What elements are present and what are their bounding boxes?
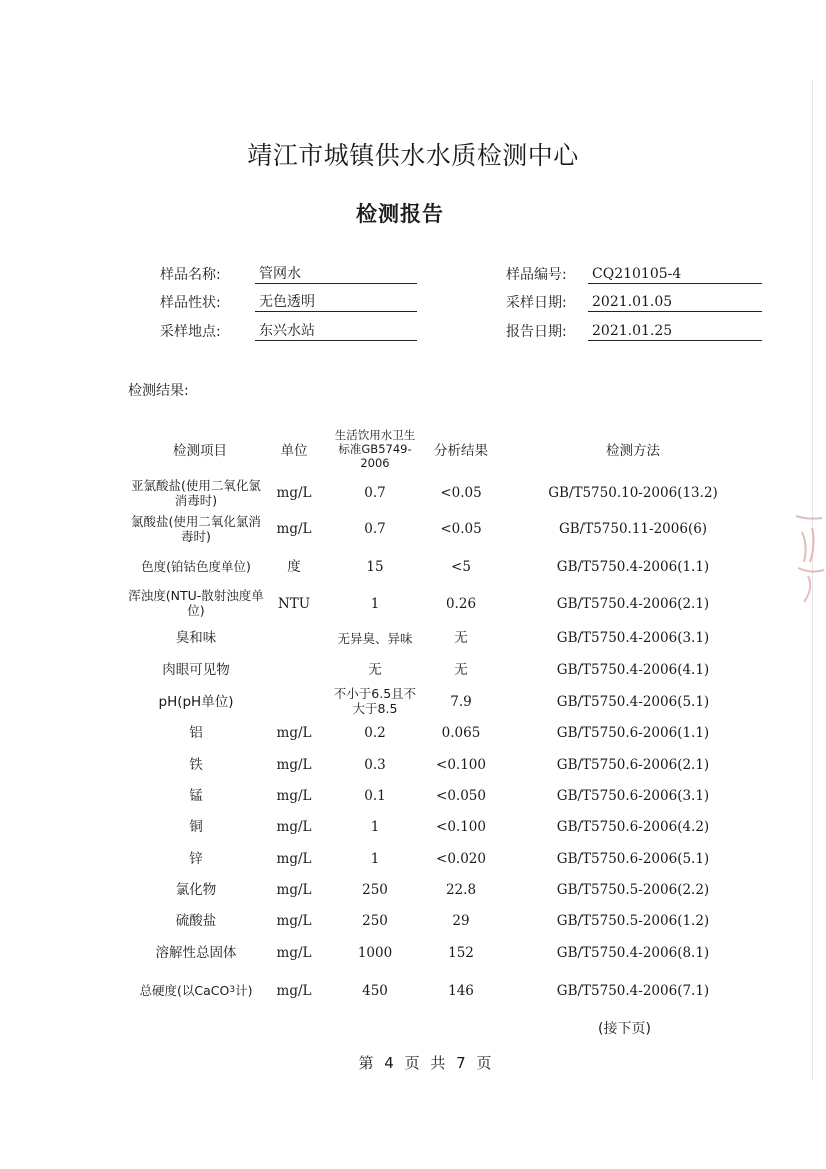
row-12-result: <0.020: [436, 851, 486, 867]
row-3-result: <5: [451, 559, 471, 575]
row-15-item: 溶解性总固体: [155, 945, 237, 961]
org-title: 靖江市城镇供水水质检测中心: [247, 141, 579, 170]
row-15-method: GB/T5750.4-2006(8.1): [556, 945, 710, 961]
row-10-standard: 0.1: [364, 788, 386, 804]
row-5-unit: [270, 627, 318, 649]
sample-id-label: 样品编号:: [506, 267, 567, 283]
continued-label: (接下页): [598, 1021, 651, 1037]
row-9-result: <0.100: [436, 757, 486, 773]
row-9-method: GB/T5750.6-2006(2.1): [556, 757, 710, 773]
row-8-item: 铝: [189, 725, 203, 741]
sampling-site-value: 东兴水站: [255, 321, 417, 341]
row-15-standard: 1000: [357, 945, 393, 961]
row-14-item: 硫酸盐: [175, 913, 217, 929]
row-10-method: GB/T5750.6-2006(3.1): [556, 788, 710, 804]
row-11-method: GB/T5750.6-2006(4.2): [556, 819, 710, 835]
row-9-unit: mg/L: [276, 757, 312, 773]
row-8-method: GB/T5750.6-2006(1.1): [556, 725, 710, 741]
row-16-result: 146: [448, 983, 474, 999]
row-7-result: 7.9: [450, 694, 472, 710]
row-8-unit: mg/L: [276, 725, 312, 741]
row-1-standard: 0.7: [364, 485, 386, 501]
row-3-method: GB/T5750.4-2006(1.1): [556, 559, 710, 575]
row-4-result: 0.26: [445, 596, 477, 612]
row-7-standard: 不小于6.5且不大于8.5: [333, 686, 417, 716]
row-13-result: 22.8: [445, 882, 477, 898]
row-9-item: 铁: [189, 757, 203, 773]
partial-seal-mark: [788, 510, 826, 610]
sample-state-label: 样品性状:: [160, 295, 221, 311]
sampling-site-label: 采样地点:: [160, 324, 221, 340]
row-1-method: GB/T5750.10-2006(13.2): [548, 485, 718, 501]
row-7-method: GB/T5750.4-2006(5.1): [556, 694, 710, 710]
row-16-method: GB/T5750.4-2006(7.1): [556, 983, 710, 999]
row-4-item: 浑浊度(NTU-散射浊度单位): [128, 588, 264, 618]
row-10-unit: mg/L: [276, 788, 312, 804]
row-11-standard: 1: [370, 819, 380, 835]
row-8-result: 0.065: [441, 725, 481, 741]
row-1-result: <0.05: [440, 485, 482, 501]
sample-state-value: 无色透明: [255, 292, 417, 312]
row-3-standard: 15: [366, 559, 384, 575]
row-12-item: 锌: [189, 851, 203, 867]
row-14-standard: 250: [362, 913, 388, 929]
results-label: 检测结果:: [128, 383, 189, 399]
sampling-date-value: 2021.01.05: [588, 292, 762, 312]
row-5-result: 无: [454, 630, 468, 646]
row-7-item: pH(pH单位): [158, 694, 234, 710]
row-4-unit: NTU: [277, 596, 311, 612]
row-11-item: 铜: [189, 819, 203, 835]
sampling-date-label: 采样日期:: [506, 295, 567, 311]
row-10-item: 锰: [189, 788, 203, 804]
header-result: 分析结果: [434, 443, 488, 459]
row-3-unit: 度: [287, 559, 301, 575]
row-9-standard: 0.3: [364, 757, 386, 773]
row-12-unit: mg/L: [276, 851, 312, 867]
row-5-item: 臭和味: [175, 630, 217, 646]
row-15-result: 152: [448, 945, 474, 961]
row-14-result: 29: [452, 913, 470, 929]
header-item: 检测项目: [173, 443, 227, 459]
row-14-unit: mg/L: [276, 913, 312, 929]
row-12-standard: 1: [370, 851, 380, 867]
row-13-method: GB/T5750.5-2006(2.2): [556, 882, 710, 898]
row-6-item: 肉眼可见物: [162, 662, 230, 678]
row-12-method: GB/T5750.6-2006(5.1): [556, 851, 710, 867]
row-13-standard: 250: [362, 882, 388, 898]
row-4-method: GB/T5750.4-2006(2.1): [556, 596, 710, 612]
sample-name-value: 管网水: [255, 264, 417, 284]
row-2-item: 氯酸盐(使用二氧化氯消毒时): [131, 514, 261, 544]
row-6-standard: 无: [368, 662, 382, 678]
report-title: 检测报告: [356, 202, 444, 226]
sample-name-label: 样品名称:: [160, 267, 221, 283]
row-2-unit: mg/L: [276, 521, 312, 537]
row-15-unit: mg/L: [276, 945, 312, 961]
row-3-item: 色度(铂钴色度单位): [141, 558, 251, 574]
row-1-unit: mg/L: [276, 485, 312, 501]
row-6-method: GB/T5750.4-2006(4.1): [556, 662, 710, 678]
row-8-standard: 0.2: [364, 725, 386, 741]
row-11-unit: mg/L: [276, 819, 312, 835]
row-6-unit: [270, 659, 318, 681]
header-method: 检测方法: [606, 443, 660, 459]
row-10-result: <0.050: [436, 788, 486, 804]
row-2-result: <0.05: [440, 521, 482, 537]
row-6-result: 无: [454, 662, 468, 678]
row-2-method: GB/T5750.11-2006(6): [558, 521, 708, 537]
row-16-item: 总硬度(以CaCO 3 计): [139, 982, 253, 998]
report-date-label: 报告日期:: [506, 324, 567, 340]
row-5-standard: 无异臭、异味: [337, 630, 413, 646]
row-13-item: 氯化物: [175, 882, 217, 898]
row-14-method: GB/T5750.5-2006(1.2): [556, 913, 710, 929]
row-16-unit: mg/L: [276, 983, 312, 999]
row-16-standard: 450: [362, 983, 388, 999]
row-1-item: 亚氯酸盐(使用二氧化氯消毒时): [131, 478, 261, 508]
row-5-method: GB/T5750.4-2006(3.1): [556, 630, 710, 646]
row-11-result: <0.100: [436, 819, 486, 835]
sample-id-value: CQ210105-4: [588, 264, 762, 284]
page-info: 第 4 页 共 7 页: [358, 1054, 492, 1072]
row-2-standard: 0.7: [364, 521, 386, 537]
header-unit: 单位: [280, 443, 308, 459]
report-date-value: 2021.01.25: [588, 321, 762, 341]
row-4-standard: 1: [370, 596, 380, 612]
header-standard: 生活饮用水卫生标准GB5749-2006: [334, 428, 416, 470]
row-13-unit: mg/L: [276, 882, 312, 898]
row-7-unit: [270, 691, 318, 713]
